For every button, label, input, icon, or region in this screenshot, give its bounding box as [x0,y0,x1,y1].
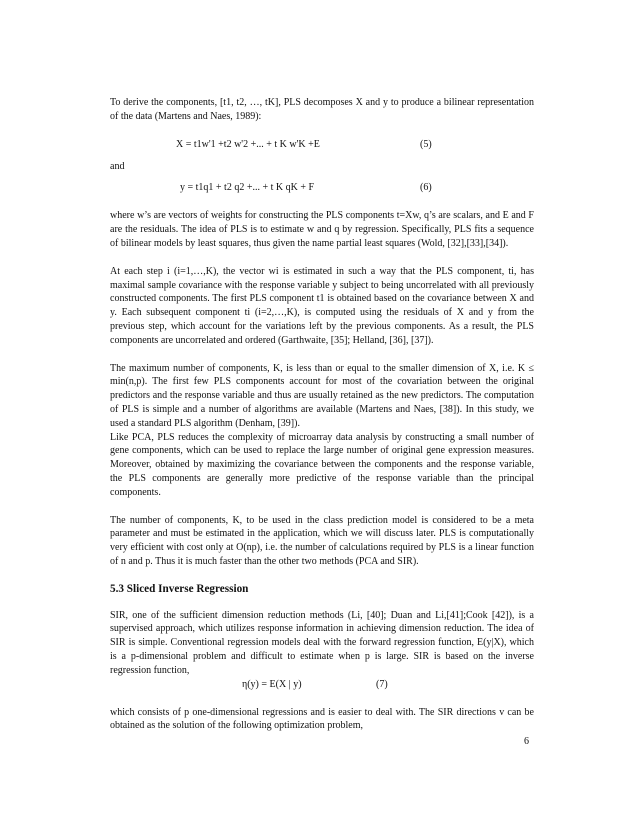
paragraph-steps: At each step i (i=1,…,K), the vector wi is estimated in such a way that the PLS component, ti, has maximal sample covariance with the response variable y subject to being uncorrelated with all previously constructed components. The first PLS component t1 is obtained based on the covariance between X and y. Each subsequent component ti (i=2,…,K), is computed using the residuals of X and y from the previous step, which account for the variations left by the previous components. As a result, the PLS components are uncorrelated and ordered (Garthwaite, [35]; Helland, [36], [37]). [110,265,534,346]
equation-7-number: (7) [376,678,388,690]
and-word: and [110,160,125,172]
paragraph-max-components: The maximum number of components, K, is less than or equal to the smaller dimension of X, i.e. K ≤ min(n,p). The first few PLS components account for most of the covariation between the original predictors and the response variable and thus are usually retained as the new predictors. The computation of PLS is simple and a number of algorithms are available (Martens and Naes, [38]). In this study, we used a standard PLS algorithm (Denham, [39]). [110,362,534,429]
page-body [110,96,534,747]
equation-7 [110,678,534,692]
equation-5 [110,138,534,152]
paragraph-weights: where w’s are vectors of weights for constructing the PLS components t=Xw, q’s are scalars, and E and F are the residuals. The idea of PLS is to estimate w and q by regression. Specifically, PLS fits a sequence of bilinear models by least squares, thus given the name partial least squares (Wold, [32],[33],[34]). [110,210,534,249]
equation-5-body: X = t1w'1 +t2 w'2 +... + t K w'K +E [176,138,320,150]
equation-7-body: η(y) = E(X | y) [242,678,302,690]
paragraph-intro: To derive the components, [t1, t2, …, tK], PLS decomposes X and y to produce a bilinear representation of the data (Martens and Naes, 1989): [110,97,534,122]
equation-6-body: y = t1q1 + t2 q2 +... + t K qK + F [180,182,315,194]
paragraph-like-pca: Like PCA, PLS reduces the complexity of microarray data analysis by constructing a small number of gene components, which can be used to replace the large number of original gene expression measures. Moreover, obtained by maximizing the covariance between the components and the response variable, the PLS components are generally more predictive of the response variable than the principal components. [110,431,534,498]
page-number: 6 [524,736,529,747]
paragraph-sir-directions: which consists of p one-dimensional regressions and is easier to deal with. The SIR directions v can be obtained as the solution of the following optimization problem, [110,706,534,732]
paragraph-meta-parameter: The number of components, K, to be used in the class prediction model is considered to be a meta parameter and must be estimated in the application, which we will discuss later. PLS is computationally very efficient with cost only at O(np), i.e. the number of calculations required by PLS is a linear function of n and p. Thus it is much faster than the other two methods (PCA and SIR). [110,514,534,567]
equation-6 [110,181,534,195]
section-heading: 5.3 Sliced Inverse Regression [110,582,249,595]
equation-6-number: (6) [420,182,432,194]
equation-5-number: (5) [420,138,432,150]
paragraph-sir-intro: SIR, one of the sufficient dimension reduction methods (Li, [40]; Duan and Li,[41];Cook [42]), is a supervised approach, which utilizes response information in achieving dimension reduction. The idea of SIR is simple. Conventional regression models deal with the forward regression function, E(y|X), which is a p-dimensional problem and difficult to estimate when p is large. SIR is based on the inverse regression function, [110,609,534,676]
